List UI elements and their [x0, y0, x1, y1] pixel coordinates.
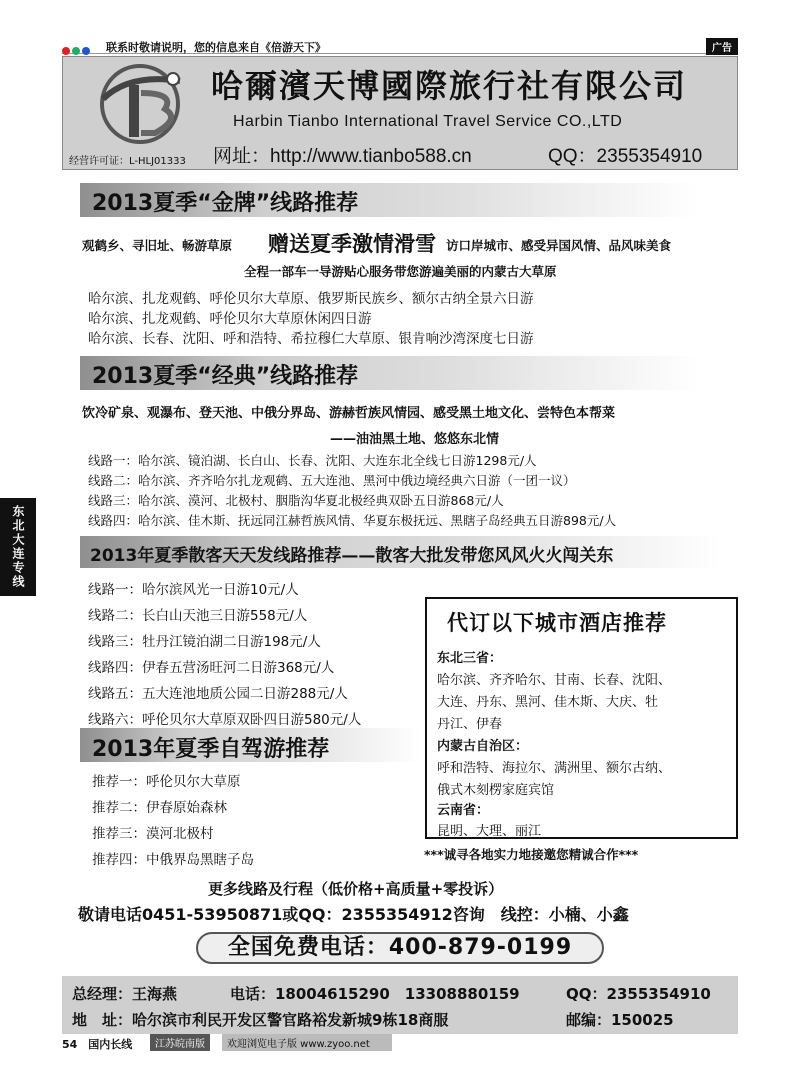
- daily-route-4: 线路四：伊春五营汤旺河二日游368元/人: [88, 660, 335, 676]
- gold-route-1: 哈尔滨、扎龙观鹤、呼伦贝尔大草原、俄罗斯民族乡、额尔古纳全景六日游: [88, 291, 534, 307]
- page-footer-bar: [62, 1034, 738, 1050]
- side-tab-dalian: 东北大连专线: [0, 498, 36, 596]
- selfdrive-item-2: 推荐二：伊春原始森林: [92, 800, 227, 816]
- gold-promo-left: 观鹤乡、寻旧址、畅游草原: [82, 238, 233, 253]
- hotel-line: 俄式木刻楞家庭宾馆: [437, 783, 555, 798]
- daily-section-title: 2013年夏季散客天天发线路推荐——散客大批发带您风风火火闯关东: [90, 546, 614, 566]
- gold-promo-big: 赠送夏季激情滑雪: [268, 232, 436, 256]
- daily-route-2: 线路二：长白山天池三日游558元/人: [88, 608, 308, 624]
- daily-route-5: 线路五：五大连池地质公园二日游288元/人: [88, 686, 348, 702]
- ad-badge: 广告: [706, 38, 738, 55]
- hotel-line: 大连、丹东、黑河、佳木斯、大庆、牡: [437, 695, 659, 710]
- classic-route-4: 线路四：哈尔滨、佳木斯、抚远同江赫哲族风情、华夏东极抚远、黑瞎子岛经典五日游898元/人: [88, 513, 617, 528]
- hotel-line: 呼和浩特、海拉尔、满洲里、额尔古纳、: [437, 761, 672, 776]
- footer-zip: 邮编：150025: [566, 1011, 674, 1029]
- classic-route-2: 线路二：哈尔滨、齐齐哈尔扎龙观鹤、五大连池、黑河中俄边境经典六日游（一团一议）: [88, 473, 576, 488]
- more-routes-line: 更多线路及行程（低价格+高质量+零投诉）: [208, 880, 504, 898]
- daily-route-1: 线路一：哈尔滨风光一日游10元/人: [88, 582, 299, 598]
- footer-phone: 电话：18004615290 13308880159: [230, 985, 520, 1003]
- selfdrive-item-1: 推荐一：呼伦贝尔大草原: [92, 774, 241, 790]
- magazine-logo-icon: [62, 40, 96, 52]
- hotel-region-inner-mongolia: 内蒙古自治区：: [437, 739, 529, 754]
- hotel-line: 丹江、伊春: [437, 717, 503, 732]
- edition-label: 江苏皖南版: [150, 1034, 210, 1051]
- gold-promo-right: 访口岸城市、感受异国风情、品风味美食: [446, 238, 672, 253]
- header-qq: QQ：2355354910: [548, 146, 703, 167]
- company-logo-icon: [85, 63, 195, 145]
- hotel-line: 昆明、大理、丽江: [437, 824, 542, 839]
- classic-route-3: 线路三：哈尔滨、漠河、北极村、胭脂沟华夏北极经典双卧五日游868元/人: [88, 493, 504, 508]
- hotel-recommend-box: [425, 597, 738, 839]
- selfdrive-section-title: 2013年夏季自驾游推荐: [92, 737, 330, 762]
- gold-section-title: 2013夏季“金牌”线路推荐: [92, 191, 359, 216]
- footer-manager: 总经理：王海燕: [72, 985, 178, 1003]
- company-header: [62, 56, 738, 170]
- classic-section-title: 2013夏季“经典”线路推荐: [92, 364, 359, 389]
- page-number: 54 国内长线: [62, 1038, 133, 1051]
- classic-intro: 饮冷矿泉、观瀑布、登天池、中俄分界岛、游赫哲族风情园、感受黑土地文化、尝特色本帮菜: [82, 406, 616, 421]
- gold-slogan: 全程一部车一导游贴心服务带您游遍美丽的内蒙古大草原: [244, 264, 557, 279]
- footer-qq: QQ：2355354910: [566, 985, 711, 1003]
- company-footer: [62, 976, 738, 1034]
- company-name-en: Harbin Tianbo International Travel Service CO.,LTD: [233, 113, 623, 130]
- website-link[interactable]: 网址：http://www.tianbo588.cn: [213, 146, 472, 167]
- gold-route-2: 哈尔滨、扎龙观鹤、呼伦贝尔大草原休闲四日游: [88, 311, 372, 327]
- hotel-line: 哈尔滨、齐齐哈尔、甘南、长春、沈阳、: [437, 673, 672, 688]
- gold-route-3: 哈尔滨、长春、沈阳、呼和浩特、希拉穆仁大草原、银肯响沙湾深度七日游: [88, 331, 534, 347]
- selfdrive-item-4: 推荐四：中俄界岛黑瞎子岛: [92, 852, 254, 868]
- selfdrive-item-3: 推荐三：漠河北极村: [92, 826, 214, 842]
- hotline-phone[interactable]: 全国免费电话：400-879-0199: [196, 932, 604, 964]
- partner-note: ***诚寻各地实力地接邀您精诚合作***: [424, 847, 639, 862]
- license-number: 经营许可证：L-HLJ01333: [69, 156, 186, 167]
- top-info-bar: [62, 38, 738, 54]
- classic-route-1: 线路一：哈尔滨、镜泊湖、长白山、长春、沈阳、大连东北全线七日游1298元/人: [88, 453, 537, 468]
- daily-route-3: 线路三：牡丹江镜泊湖二日游198元/人: [88, 634, 321, 650]
- ebook-link[interactable]: 欢迎浏览电子版 www.zyoo.net: [222, 1034, 392, 1051]
- daily-route-6: 线路六：呼伦贝尔大草原双卧四日游580元/人: [88, 712, 362, 728]
- hotel-region-yunnan: 云南省：: [437, 803, 490, 818]
- contact-line: 敬请电话0451-53950871或QQ：2355354912咨询 线控：小楠、小鑫: [78, 905, 629, 924]
- company-name-cn: 哈爾濱天博國際旅行社有限公司: [211, 67, 688, 105]
- hotel-region-northeast: 东北三省：: [437, 651, 503, 666]
- footer-address: 地 址：哈尔滨市利民开发区警官路裕发新城9栋18商服: [72, 1011, 449, 1029]
- source-note: 联系时敬请说明，您的信息来自《倍游天下》: [106, 41, 326, 54]
- hotel-box-title: 代订以下城市酒店推荐: [447, 610, 667, 635]
- classic-sub: ——油油黑土地、悠悠东北情: [330, 432, 500, 447]
